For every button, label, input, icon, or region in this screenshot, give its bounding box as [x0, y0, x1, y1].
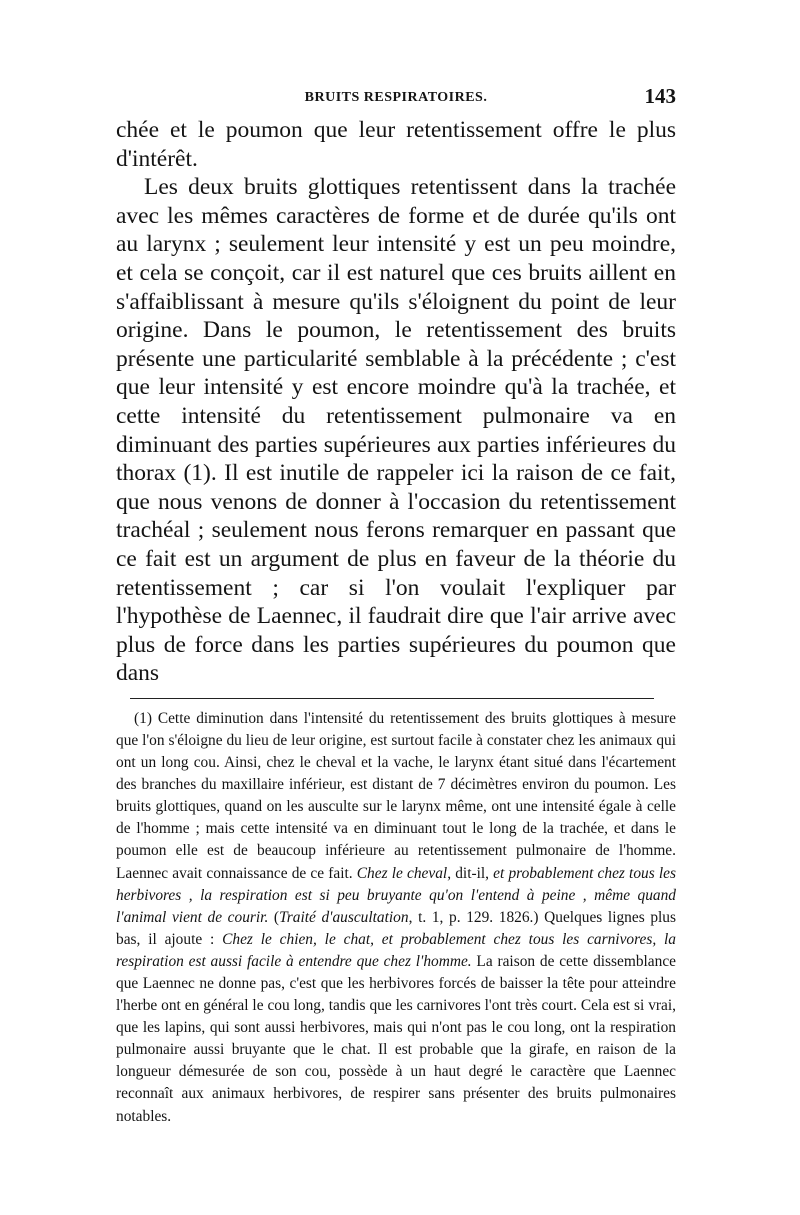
footnote-text: ( [268, 908, 280, 926]
footnote-text: , dit-il, [447, 864, 494, 882]
running-head [116, 84, 676, 112]
main-text [116, 116, 676, 688]
book-page [116, 84, 676, 1128]
footnote-text: , t. 1, p. 129. 1826.) Quelques lignes plus bas, il ajoute : [116, 908, 676, 948]
footnote-text: (1) Cette diminution dans l'intensité du retentissement des bruits glottiques à mesure que l'on s'éloigne du lieu de leur origine, est surtout facile à constater chez les animaux qui ont un long cou. Ainsi, chez le cheval et la vache, le larynx étant situé dans l'écartement des branches du maxillaire inférieur, est distant de 7 décimètres environ du poumon. Les bruits glottiques, quand on les ausculte sur le larynx même, ont une intensité égale à celle de l'homme ; mais cette intensité va en diminuant tout le long de la trachée, et dans le poumon elle est de beaucoup inférieure au retentissement pulmonaire de l'homme. Laennec avait connaissance de ce fait. [116, 709, 676, 882]
footnote-text: La raison de cette dissemblance que Laennec ne donne pas, c'est que les herbivores forcés de baisser la tête pour atteindre l'herbe ont en général le cou long, tandis que les carnivores l'ont très court. Cela est si vrai, que les lapins, qui sont aussi herbivores, mais qui n'ont pas le cou long, ont la respiration pulmonaire aussi bruyante que le chat. Il est probable que la girafe, en raison de la longueur démesurée de son cou, possède à un haut degré le caractère que Laennec reconnaît aux animaux herbivores, de respirer sans présenter des bruits pulmonaires notables. [116, 952, 676, 1125]
running-title: BRUITS RESPIRATOIRES. [304, 90, 488, 105]
footnote-1 [116, 708, 676, 1128]
footnote-quote: et probablement chez tous les herbivores , la respiration est si peu bruyante qu'on l'entend à peine , même quand l'animal vient de courir. [116, 864, 676, 926]
footnote-divider [130, 698, 654, 699]
paragraph-continued: chée et le poumon que leur retentissement offre le plus d'intérêt. [116, 117, 676, 172]
footnote-quote: Chez le chien, le chat, et probablement chez tous les carnivores, la respiration est aussi facile à entendre que chez l'homme. [116, 930, 676, 970]
footnote-work-title: Traité d'auscultation [279, 908, 409, 926]
footnote-quote: Chez le cheval [356, 864, 448, 882]
paragraph-glottic-sounds: Les deux bruits glottiques retentissent dans la trachée avec les mêmes caractères de forme et de durée qu'ils ont au larynx ; seulement leur intensité y est un peu moindre, et cela se conçoit, car il est naturel que ces bruits aillent en s'affaiblissant à mesure qu'ils s'éloignent du point de leur origine. Dans le poumon, le retentissement des bruits présente une particularité semblable à la précédente ; c'est que leur intensité y est encore moindre qu'à la trachée, et cette intensité du retentissement pulmonaire va en diminuant des parties supérieures aux parties inférieures du thorax (1). Il est inutile de rappeler ici la raison de ce fait, que nous venons de donner à l'occasion du retentissement trachéal ; seulement nous ferons remarquer en passant que ce fait est un argument de plus en faveur de la théorie du retentissement ; car si l'on voulait l'expliquer par l'hypothèse de Laennec, il faudrait dire que l'air arrive avec plus de force dans les parties supérieures du poumon que dans [116, 174, 676, 687]
page-number: 143 [644, 84, 676, 108]
